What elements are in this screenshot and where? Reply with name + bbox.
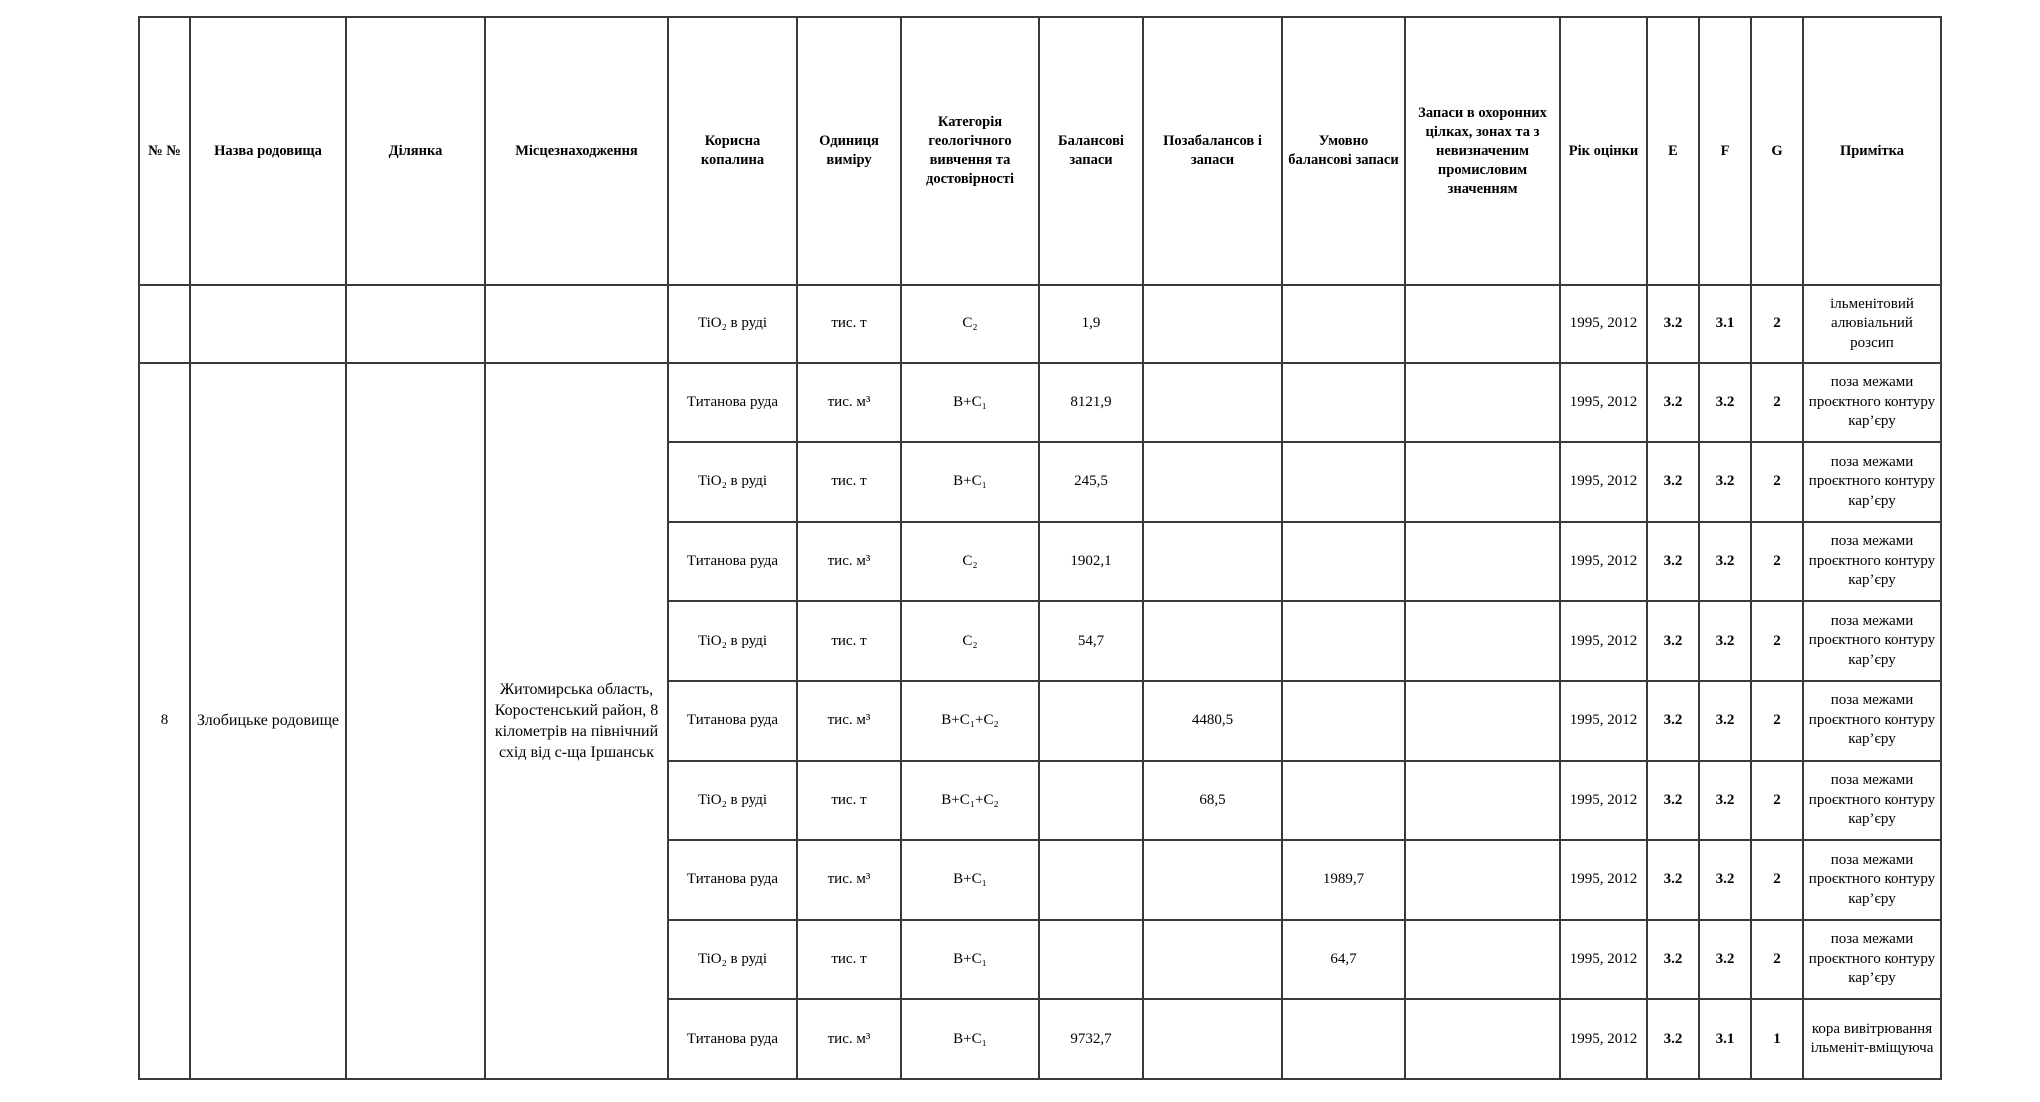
cell-category: B+C₁ (901, 442, 1039, 522)
cell-category: B+C₁ (901, 363, 1039, 443)
table-row (139, 285, 1941, 363)
cell-balance: 54,7 (1039, 601, 1143, 681)
cell-conditional: 64,7 (1282, 920, 1405, 1000)
reserves-table-sheet (138, 16, 1936, 1080)
cell-year: 1995, 2012 (1560, 363, 1647, 443)
cell-note: поза межами проєктного контуру кар’єру (1803, 840, 1941, 920)
cell-e: 3.2 (1647, 601, 1699, 681)
cell-f: 3.2 (1699, 761, 1751, 841)
cell-g: 2 (1751, 442, 1803, 522)
cell-protected (1405, 761, 1560, 841)
cell-category: B+C₁ (901, 840, 1039, 920)
header-e: E (1647, 17, 1699, 285)
cell-location: Житомирська область, Коростенський район, 8 кілометрів на північний схід від с-ща Іршанськ (485, 363, 668, 1079)
cell-note: ільменітовий алювіальний розсип (1803, 285, 1941, 363)
cell-offbalance (1143, 442, 1282, 522)
cell-year: 1995, 2012 (1560, 681, 1647, 761)
cell-offbalance (1143, 920, 1282, 1000)
cell-f: 3.2 (1699, 442, 1751, 522)
cell-category: B+C₁+C₂ (901, 761, 1039, 841)
cell-f: 3.2 (1699, 681, 1751, 761)
cell-e: 3.2 (1647, 840, 1699, 920)
cell-e: 3.2 (1647, 999, 1699, 1079)
header-offbalance: Позабалансов і запаси (1143, 17, 1282, 285)
cell-mineral: Титанова руда (668, 999, 797, 1079)
header-g: G (1751, 17, 1803, 285)
cell-note: кора вивітрювання ільменіт-вміщуюча (1803, 999, 1941, 1079)
cell-conditional: 1989,7 (1282, 840, 1405, 920)
cell-year: 1995, 2012 (1560, 761, 1647, 841)
cell-g: 2 (1751, 920, 1803, 1000)
cell-unit: тис. т (797, 601, 901, 681)
cell-mineral: TiO₂ в руді (668, 920, 797, 1000)
cell-offbalance: 4480,5 (1143, 681, 1282, 761)
cell-f: 3.1 (1699, 999, 1751, 1079)
cell-num: 8 (139, 363, 190, 1079)
cell-balance: 8121,9 (1039, 363, 1143, 443)
cell-plot (346, 363, 485, 1079)
header-row (139, 17, 1941, 285)
cell-f: 3.2 (1699, 363, 1751, 443)
cell-year: 1995, 2012 (1560, 920, 1647, 1000)
cell-balance (1039, 761, 1143, 841)
cell-g: 2 (1751, 761, 1803, 841)
cell-mineral: TiO₂ в руді (668, 285, 797, 363)
cell-e: 3.2 (1647, 681, 1699, 761)
cell-g: 2 (1751, 601, 1803, 681)
cell-protected (1405, 999, 1560, 1079)
cell-year: 1995, 2012 (1560, 442, 1647, 522)
header-num: № № (139, 17, 190, 285)
cell-category: B+C₁+C₂ (901, 681, 1039, 761)
cell-unit: тис. м³ (797, 522, 901, 602)
cell-g: 2 (1751, 840, 1803, 920)
cell-f: 3.1 (1699, 285, 1751, 363)
cell-conditional (1282, 681, 1405, 761)
cell-mineral: Титанова руда (668, 363, 797, 443)
cell-f: 3.2 (1699, 840, 1751, 920)
cell-balance (1039, 681, 1143, 761)
cell-unit: тис. т (797, 285, 901, 363)
cell-note: поза межами проєктного контуру кар’єру (1803, 363, 1941, 443)
cell-category: C₂ (901, 285, 1039, 363)
cell-mineral: Титанова руда (668, 681, 797, 761)
cell-g: 2 (1751, 522, 1803, 602)
cell-protected (1405, 681, 1560, 761)
cell-e: 3.2 (1647, 761, 1699, 841)
cell-unit: тис. м³ (797, 999, 901, 1079)
cell-g: 2 (1751, 681, 1803, 761)
cell-offbalance (1143, 999, 1282, 1079)
cell-note: поза межами проєктного контуру кар’єру (1803, 442, 1941, 522)
cell-name (190, 285, 346, 363)
cell-offbalance (1143, 601, 1282, 681)
cell-unit: тис. м³ (797, 840, 901, 920)
cell-f: 3.2 (1699, 522, 1751, 602)
cell-e: 3.2 (1647, 285, 1699, 363)
header-unit: Одиниця виміру (797, 17, 901, 285)
header-conditional: Умовно балансові запаси (1282, 17, 1405, 285)
reserves-table (138, 16, 1942, 1080)
cell-e: 3.2 (1647, 442, 1699, 522)
cell-num (139, 285, 190, 363)
cell-f: 3.2 (1699, 920, 1751, 1000)
cell-g: 1 (1751, 999, 1803, 1079)
cell-protected (1405, 363, 1560, 443)
cell-year: 1995, 2012 (1560, 522, 1647, 602)
cell-unit: тис. т (797, 761, 901, 841)
cell-mineral: Титанова руда (668, 522, 797, 602)
header-mineral: Корисна копалина (668, 17, 797, 285)
cell-conditional (1282, 601, 1405, 681)
cell-conditional (1282, 442, 1405, 522)
cell-category: C₂ (901, 601, 1039, 681)
cell-f: 3.2 (1699, 601, 1751, 681)
cell-location (485, 285, 668, 363)
cell-year: 1995, 2012 (1560, 840, 1647, 920)
cell-balance: 9732,7 (1039, 999, 1143, 1079)
cell-balance: 1,9 (1039, 285, 1143, 363)
cell-balance: 245,5 (1039, 442, 1143, 522)
cell-conditional (1282, 363, 1405, 443)
header-balance: Балансові запаси (1039, 17, 1143, 285)
cell-balance: 1902,1 (1039, 522, 1143, 602)
cell-e: 3.2 (1647, 522, 1699, 602)
header-location: Місцезнаходження (485, 17, 668, 285)
cell-year: 1995, 2012 (1560, 999, 1647, 1079)
cell-offbalance: 68,5 (1143, 761, 1282, 841)
cell-e: 3.2 (1647, 363, 1699, 443)
cell-balance (1039, 840, 1143, 920)
cell-unit: тис. м³ (797, 363, 901, 443)
header-f: F (1699, 17, 1751, 285)
cell-unit: тис. м³ (797, 681, 901, 761)
header-category: Категорія геологічного вивчення та достовірності (901, 17, 1039, 285)
cell-category: B+C₁ (901, 920, 1039, 1000)
cell-unit: тис. т (797, 442, 901, 522)
cell-mineral: TiO₂ в руді (668, 761, 797, 841)
cell-protected (1405, 442, 1560, 522)
cell-offbalance (1143, 840, 1282, 920)
header-plot: Ділянка (346, 17, 485, 285)
cell-year: 1995, 2012 (1560, 601, 1647, 681)
cell-unit: тис. т (797, 920, 901, 1000)
cell-note: поза межами проєктного контуру кар’єру (1803, 920, 1941, 1000)
cell-offbalance (1143, 363, 1282, 443)
cell-mineral: Титанова руда (668, 840, 797, 920)
header-year: Рік оцінки (1560, 17, 1647, 285)
cell-category: C₂ (901, 522, 1039, 602)
cell-protected (1405, 522, 1560, 602)
header-name: Назва родовища (190, 17, 346, 285)
cell-protected (1405, 601, 1560, 681)
cell-note: поза межами проєктного контуру кар’єру (1803, 601, 1941, 681)
cell-balance (1039, 920, 1143, 1000)
header-protected: Запаси в охоронних цілках, зонах та з невизначеним промисловим значенням (1405, 17, 1560, 285)
cell-name: Злобицьке родовище (190, 363, 346, 1079)
cell-conditional (1282, 761, 1405, 841)
cell-mineral: TiO₂ в руді (668, 442, 797, 522)
cell-conditional (1282, 999, 1405, 1079)
cell-e: 3.2 (1647, 920, 1699, 1000)
cell-protected (1405, 840, 1560, 920)
cell-mineral: TiO₂ в руді (668, 601, 797, 681)
cell-g: 2 (1751, 363, 1803, 443)
cell-conditional (1282, 285, 1405, 363)
cell-note: поза межами проєктного контуру кар’єру (1803, 522, 1941, 602)
cell-plot (346, 285, 485, 363)
cell-conditional (1282, 522, 1405, 602)
cell-offbalance (1143, 522, 1282, 602)
header-note: Примітка (1803, 17, 1941, 285)
cell-category: B+C₁ (901, 999, 1039, 1079)
cell-protected (1405, 285, 1560, 363)
table-row (139, 363, 1941, 443)
cell-note: поза межами проєктного контуру кар’єру (1803, 681, 1941, 761)
cell-protected (1405, 920, 1560, 1000)
cell-g: 2 (1751, 285, 1803, 363)
cell-offbalance (1143, 285, 1282, 363)
cell-year: 1995, 2012 (1560, 285, 1647, 363)
cell-note: поза межами проєктного контуру кар’єру (1803, 761, 1941, 841)
